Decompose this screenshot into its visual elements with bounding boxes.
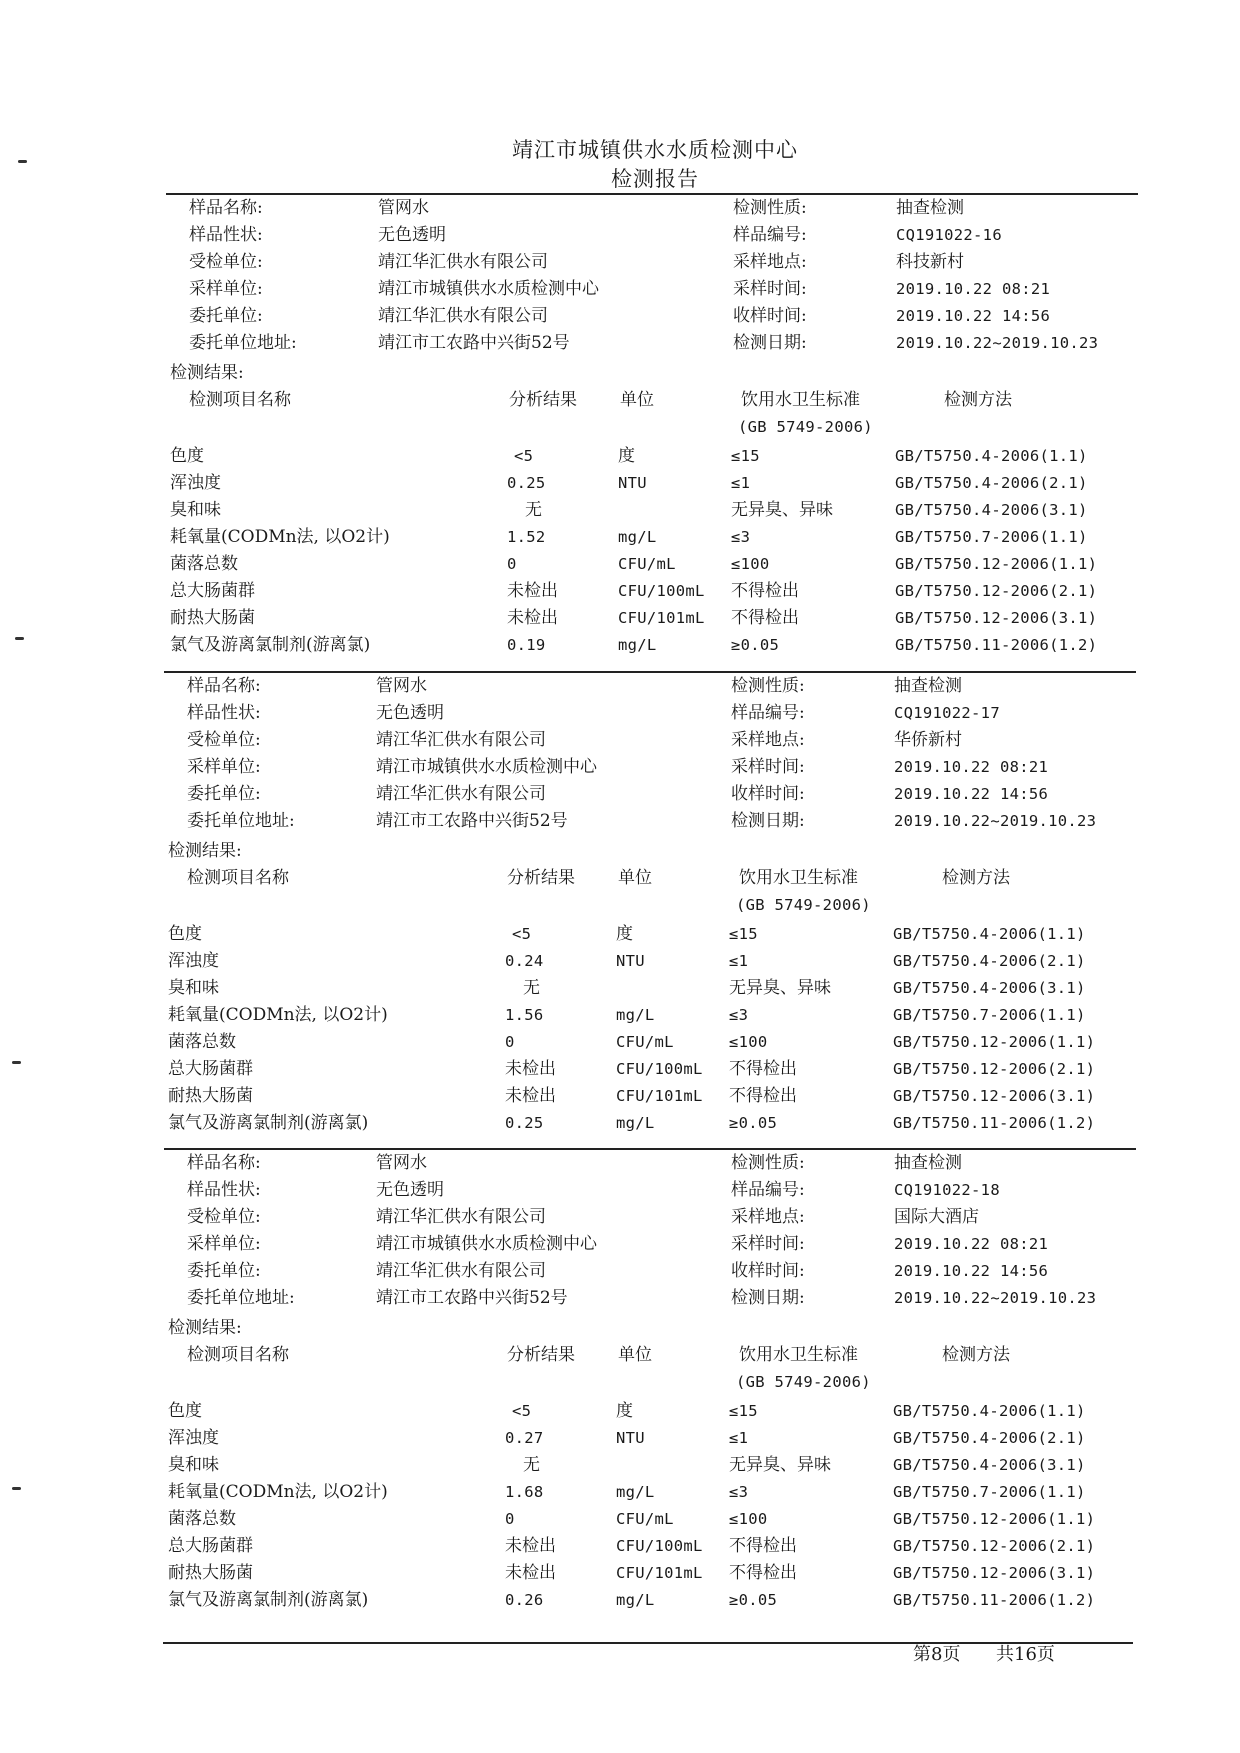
result-value: 1.56	[505, 1006, 544, 1024]
method-value: GB/T5750.12-2006(3.1)	[893, 1087, 1096, 1105]
value-client-unit: 靖江华汇供水有限公司	[378, 306, 548, 326]
value-test-nature: 抽查检测	[894, 1153, 962, 1173]
item-name: 菌落总数	[168, 1509, 236, 1529]
item-name: 总大肠菌群	[168, 1059, 253, 1079]
method-value: GB/T5750.11-2006(1.2)	[895, 636, 1098, 654]
standard-value: 无异臭、异味	[729, 978, 831, 998]
standard-value: 不得检出	[729, 1086, 797, 1106]
value-name: 管网水	[376, 676, 427, 696]
col-header-result: 分析结果	[507, 868, 575, 888]
col-header-standard-sub: (GB 5749-2006)	[736, 896, 871, 914]
scan-mark	[12, 1061, 21, 1064]
value-client-address: 靖江市工农路中兴街52号	[378, 333, 570, 353]
unit-value: CFU/mL	[616, 1510, 674, 1528]
standard-value: ≤100	[729, 1510, 768, 1528]
col-header-method: 检测方法	[944, 390, 1012, 410]
item-name: 色度	[168, 1401, 202, 1421]
label-sample-no: 样品编号:	[733, 225, 807, 245]
label-sampling-time: 采样时间:	[733, 279, 807, 299]
item-name: 色度	[168, 924, 202, 944]
value-client-unit: 靖江华汇供水有限公司	[376, 1261, 546, 1281]
result-value: 未检出	[505, 1563, 556, 1583]
result-value: 无	[523, 978, 540, 998]
label-sampling-site: 采样地点:	[731, 1207, 805, 1227]
result-value: 无	[523, 1455, 540, 1475]
unit-value: 度	[618, 446, 635, 466]
method-value: GB/T5750.7-2006(1.1)	[893, 1006, 1086, 1024]
label-sampling-site: 采样地点:	[733, 252, 807, 272]
value-test-nature: 抽查检测	[894, 676, 962, 696]
report-subtitle: 检测报告	[611, 167, 699, 191]
label-client-address: 委托单位地址:	[189, 333, 297, 353]
unit-value: mg/L	[616, 1591, 655, 1609]
method-value: GB/T5750.12-2006(1.1)	[893, 1510, 1096, 1528]
method-value: GB/T5750.4-2006(1.1)	[895, 447, 1088, 465]
label-sampling-site: 采样地点:	[731, 730, 805, 750]
result-value: 0	[505, 1510, 515, 1528]
value-name: 管网水	[376, 1153, 427, 1173]
col-header-standard: 饮用水卫生标准	[741, 390, 860, 410]
item-name: 总大肠菌群	[168, 1536, 253, 1556]
standard-value: ≤15	[729, 925, 758, 943]
value-receive-time: 2019.10.22 14:56	[894, 785, 1049, 803]
value-property: 无色透明	[378, 225, 446, 245]
label-test-date: 检测日期:	[731, 1288, 805, 1308]
item-name: 氯气及游离氯制剂(游离氯)	[168, 1113, 369, 1133]
value-client-address: 靖江市工农路中兴街52号	[376, 811, 568, 831]
section-top-rule	[164, 1148, 1136, 1150]
section-top-rule	[166, 193, 1138, 195]
col-header-item: 检测项目名称	[189, 390, 291, 410]
col-header-standard: 饮用水卫生标准	[739, 868, 858, 888]
unit-value: mg/L	[618, 636, 657, 654]
item-name: 耗氧量(CODMn法, 以O2计)	[168, 1005, 388, 1025]
label-receive-time: 收样时间:	[731, 1261, 805, 1281]
label-inspected-unit: 受检单位:	[187, 730, 261, 750]
result-value: 1.68	[505, 1483, 544, 1501]
method-value: GB/T5750.4-2006(1.1)	[893, 925, 1086, 943]
unit-value: NTU	[618, 474, 647, 492]
result-value: 0.24	[505, 952, 544, 970]
method-value: GB/T5750.4-2006(3.1)	[893, 979, 1086, 997]
label-sample-no: 样品编号:	[731, 1180, 805, 1200]
item-name: 浑浊度	[170, 473, 221, 493]
label-sample-no: 样品编号:	[731, 703, 805, 723]
value-sample-no: CQ191022-17	[894, 704, 1000, 722]
item-name: 臭和味	[170, 500, 221, 520]
value-property: 无色透明	[376, 1180, 444, 1200]
method-value: GB/T5750.4-2006(3.1)	[893, 1456, 1086, 1474]
result-value: 0	[505, 1033, 515, 1051]
method-value: GB/T5750.4-2006(2.1)	[893, 1429, 1086, 1447]
label-client-unit: 委托单位:	[187, 784, 261, 804]
item-name: 总大肠菌群	[170, 581, 255, 601]
value-receive-time: 2019.10.22 14:56	[894, 1262, 1049, 1280]
col-header-standard-sub: (GB 5749-2006)	[736, 1373, 871, 1391]
label-client-address: 委托单位地址:	[187, 811, 295, 831]
col-header-method: 检测方法	[942, 868, 1010, 888]
label-sample-property: 样品性状:	[189, 225, 263, 245]
method-value: GB/T5750.4-2006(2.1)	[895, 474, 1088, 492]
col-header-standard-sub: (GB 5749-2006)	[738, 418, 873, 436]
method-value: GB/T5750.12-2006(1.1)	[895, 555, 1098, 573]
item-name: 臭和味	[168, 1455, 219, 1475]
col-header-item: 检测项目名称	[187, 1345, 289, 1365]
method-value: GB/T5750.12-2006(3.1)	[893, 1564, 1096, 1582]
result-value: <5	[512, 925, 532, 943]
standard-value: ≤1	[731, 474, 751, 492]
item-name: 耐热大肠菌	[168, 1563, 253, 1583]
value-sampling-site: 国际大酒店	[894, 1207, 979, 1227]
unit-value: CFU/100mL	[618, 582, 705, 600]
value-receive-time: 2019.10.22 14:56	[896, 307, 1051, 325]
value-inspected-unit: 靖江华汇供水有限公司	[376, 1207, 546, 1227]
item-name: 氯气及游离氯制剂(游离氯)	[170, 635, 371, 655]
unit-value: mg/L	[616, 1006, 655, 1024]
method-value: GB/T5750.4-2006(1.1)	[893, 1402, 1086, 1420]
value-sampling-unit: 靖江市城镇供水水质检测中心	[376, 1234, 597, 1254]
scan-mark	[15, 637, 24, 640]
label-sample-name: 样品名称:	[187, 1153, 261, 1173]
standard-value: 无异臭、异味	[729, 1455, 831, 1475]
value-sampling-time: 2019.10.22 08:21	[896, 280, 1051, 298]
label-receive-time: 收样时间:	[731, 784, 805, 804]
value-sampling-time: 2019.10.22 08:21	[894, 1235, 1049, 1253]
col-header-unit: 单位	[618, 1345, 652, 1365]
value-client-address: 靖江市工农路中兴街52号	[376, 1288, 568, 1308]
item-name: 浑浊度	[168, 951, 219, 971]
result-value: 未检出	[507, 581, 558, 601]
unit-value: NTU	[616, 1429, 645, 1447]
item-name: 耗氧量(CODMn法, 以O2计)	[170, 527, 390, 547]
value-client-unit: 靖江华汇供水有限公司	[376, 784, 546, 804]
item-name: 氯气及游离氯制剂(游离氯)	[168, 1590, 369, 1610]
unit-value: CFU/mL	[616, 1033, 674, 1051]
result-value: 0	[507, 555, 517, 573]
unit-value: CFU/101mL	[616, 1087, 703, 1105]
value-property: 无色透明	[376, 703, 444, 723]
item-name: 耐热大肠菌	[168, 1086, 253, 1106]
value-name: 管网水	[378, 198, 429, 218]
standard-value: 不得检出	[729, 1059, 797, 1079]
method-value: GB/T5750.12-2006(2.1)	[895, 582, 1098, 600]
label-test-nature: 检测性质:	[731, 676, 805, 696]
result-value: 0.25	[505, 1114, 544, 1132]
value-sampling-site: 科技新村	[896, 252, 964, 272]
label-test-date: 检测日期:	[731, 811, 805, 831]
unit-value: CFU/101mL	[616, 1564, 703, 1582]
scan-mark	[12, 1487, 21, 1490]
result-value: <5	[512, 1402, 532, 1420]
label-client-address: 委托单位地址:	[187, 1288, 295, 1308]
standard-value: ≤1	[729, 1429, 749, 1447]
result-value: 0.19	[507, 636, 546, 654]
result-value: 未检出	[505, 1536, 556, 1556]
unit-value: CFU/100mL	[616, 1537, 703, 1555]
standard-value: 无异臭、异味	[731, 500, 833, 520]
method-value: GB/T5750.12-2006(2.1)	[893, 1060, 1096, 1078]
value-test-date: 2019.10.22~2019.10.23	[894, 1289, 1097, 1307]
label-sampling-time: 采样时间:	[731, 757, 805, 777]
value-sample-no: CQ191022-16	[896, 226, 1002, 244]
result-value: 1.52	[507, 528, 546, 546]
standard-value: ≤100	[731, 555, 770, 573]
method-value: GB/T5750.12-2006(3.1)	[895, 609, 1098, 627]
item-name: 耐热大肠菌	[170, 608, 255, 628]
value-sampling-time: 2019.10.22 08:21	[894, 758, 1049, 776]
item-name: 浑浊度	[168, 1428, 219, 1448]
col-header-result: 分析结果	[509, 390, 577, 410]
value-sample-no: CQ191022-18	[894, 1181, 1000, 1199]
standard-value: ≥0.05	[731, 636, 780, 654]
value-test-nature: 抽查检测	[896, 198, 964, 218]
standard-value: ≤15	[731, 447, 760, 465]
label-sampling-unit: 采样单位:	[187, 1234, 261, 1254]
method-value: GB/T5750.12-2006(2.1)	[893, 1537, 1096, 1555]
item-name: 色度	[170, 446, 204, 466]
method-value: GB/T5750.11-2006(1.2)	[893, 1114, 1096, 1132]
unit-value: CFU/100mL	[616, 1060, 703, 1078]
standard-value: 不得检出	[729, 1563, 797, 1583]
label-test-nature: 检测性质:	[731, 1153, 805, 1173]
standard-value: ≥0.05	[729, 1114, 778, 1132]
label-sampling-unit: 采样单位:	[187, 757, 261, 777]
item-name: 菌落总数	[170, 554, 238, 574]
label-sampling-unit: 采样单位:	[189, 279, 263, 299]
standard-value: 不得检出	[731, 608, 799, 628]
label-client-unit: 委托单位:	[189, 306, 263, 326]
col-header-method: 检测方法	[942, 1345, 1010, 1365]
standard-value: ≤3	[729, 1006, 749, 1024]
method-value: GB/T5750.12-2006(1.1)	[893, 1033, 1096, 1051]
col-header-unit: 单位	[620, 390, 654, 410]
value-sampling-unit: 靖江市城镇供水水质检测中心	[378, 279, 599, 299]
standard-value: 不得检出	[729, 1536, 797, 1556]
result-value: 未检出	[507, 608, 558, 628]
unit-value: mg/L	[616, 1483, 655, 1501]
standard-value: ≥0.05	[729, 1591, 778, 1609]
unit-value: CFU/mL	[618, 555, 676, 573]
value-test-date: 2019.10.22~2019.10.23	[894, 812, 1097, 830]
unit-value: NTU	[616, 952, 645, 970]
item-name: 臭和味	[168, 978, 219, 998]
label-inspected-unit: 受检单位:	[189, 252, 263, 272]
results-heading: 检测结果:	[168, 841, 242, 861]
value-inspected-unit: 靖江华汇供水有限公司	[376, 730, 546, 750]
col-header-unit: 单位	[618, 868, 652, 888]
label-receive-time: 收样时间:	[733, 306, 807, 326]
standard-value: ≤1	[729, 952, 749, 970]
result-value: 0.26	[505, 1591, 544, 1609]
label-sample-name: 样品名称:	[187, 676, 261, 696]
label-client-unit: 委托单位:	[187, 1261, 261, 1281]
page-number: 第8页	[913, 1644, 961, 1665]
result-value: 0.25	[507, 474, 546, 492]
standard-value: ≤100	[729, 1033, 768, 1051]
value-sampling-unit: 靖江市城镇供水水质检测中心	[376, 757, 597, 777]
unit-value: mg/L	[618, 528, 657, 546]
method-value: GB/T5750.7-2006(1.1)	[895, 528, 1088, 546]
label-sampling-time: 采样时间:	[731, 1234, 805, 1254]
method-value: GB/T5750.4-2006(2.1)	[893, 952, 1086, 970]
unit-value: 度	[616, 924, 633, 944]
standard-value: ≤3	[729, 1483, 749, 1501]
label-inspected-unit: 受检单位:	[187, 1207, 261, 1227]
standard-value: 不得检出	[731, 581, 799, 601]
section-top-rule	[164, 671, 1136, 673]
unit-value: mg/L	[616, 1114, 655, 1132]
report-title: 靖江市城镇供水水质检测中心	[512, 138, 798, 162]
result-value: 无	[525, 500, 542, 520]
col-header-item: 检测项目名称	[187, 868, 289, 888]
label-test-nature: 检测性质:	[733, 198, 807, 218]
label-sample-property: 样品性状:	[187, 703, 261, 723]
value-test-date: 2019.10.22~2019.10.23	[896, 334, 1099, 352]
col-header-standard: 饮用水卫生标准	[739, 1345, 858, 1365]
value-sampling-site: 华侨新村	[894, 730, 962, 750]
item-name: 耗氧量(CODMn法, 以O2计)	[168, 1482, 388, 1502]
page-total: 共16页	[996, 1644, 1055, 1665]
method-value: GB/T5750.4-2006(3.1)	[895, 501, 1088, 519]
result-value: <5	[514, 447, 534, 465]
label-sample-property: 样品性状:	[187, 1180, 261, 1200]
footer-rule	[163, 1642, 1133, 1644]
results-heading: 检测结果:	[170, 363, 244, 383]
item-name: 菌落总数	[168, 1032, 236, 1052]
standard-value: ≤15	[729, 1402, 758, 1420]
col-header-result: 分析结果	[507, 1345, 575, 1365]
label-test-date: 检测日期:	[733, 333, 807, 353]
method-value: GB/T5750.11-2006(1.2)	[893, 1591, 1096, 1609]
results-heading: 检测结果:	[168, 1318, 242, 1338]
method-value: GB/T5750.7-2006(1.1)	[893, 1483, 1086, 1501]
result-value: 未检出	[505, 1059, 556, 1079]
unit-value: CFU/101mL	[618, 609, 705, 627]
result-value: 未检出	[505, 1086, 556, 1106]
standard-value: ≤3	[731, 528, 751, 546]
unit-value: 度	[616, 1401, 633, 1421]
result-value: 0.27	[505, 1429, 544, 1447]
label-sample-name: 样品名称:	[189, 198, 263, 218]
value-inspected-unit: 靖江华汇供水有限公司	[378, 252, 548, 272]
scan-mark	[18, 160, 27, 163]
